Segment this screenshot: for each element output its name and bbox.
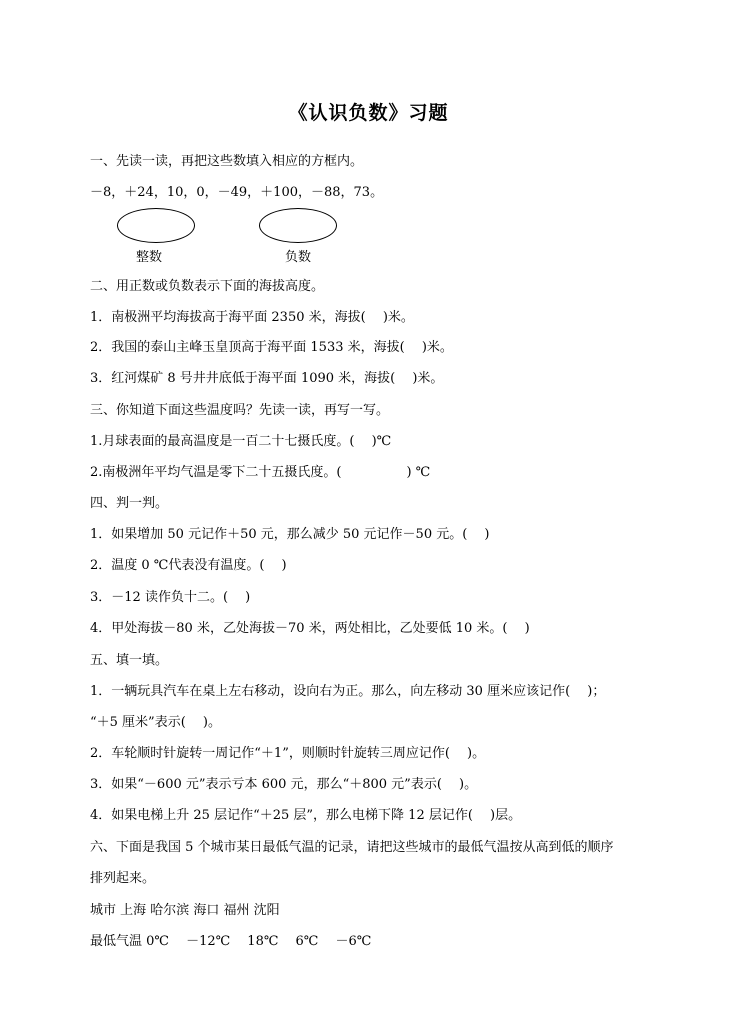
section4-heading: 四、判一判。 <box>90 496 169 511</box>
section2-q3: 3．红河煤矿 8 号井井底低于海平面 1090 米，海拔( )米。 <box>90 371 444 386</box>
section5-q2: 2．车轮顺时针旋转一周记作“＋1”，则顺时针旋转三周应记作( )。 <box>90 746 486 761</box>
section4-q3: 3．－12 读作负十二。( ) <box>90 590 251 605</box>
integer-label: 整数 <box>136 250 163 265</box>
section2-q1: 1．南极洲平均海拔高于海平面 2350 米，海拔( )米。 <box>90 310 414 325</box>
integer-oval <box>117 208 195 243</box>
section3-heading: 三、你知道下面这些温度吗？先读一读，再写一写。 <box>90 403 390 418</box>
section5-q3: 3．如果“－600 元”表示亏本 600 元，那么“＋800 元”表示( )。 <box>90 777 478 792</box>
section1-numbers: －8，＋24，10，0，－49，＋100，－88，73。 <box>90 185 384 200</box>
section6-heading-line1: 六、下面是我国 5 个城市某日最低气温的记录，请把这些城市的最低气温按从高到低的顺序 <box>90 840 614 855</box>
section6-heading-line2: 排列起来。 <box>90 871 156 886</box>
city-list: 城市 上海 哈尔滨 海口 福州 沈阳 <box>90 903 280 918</box>
section2-q2: 2．我国的泰山主峰玉皇顶高于海平面 1533 米，海拔( )米。 <box>90 340 453 355</box>
section3-q2: 2.南极洲年平均气温是零下二十五摄氏度。( ) ℃ <box>90 465 431 480</box>
page-title: 《认识负数》习题 <box>288 102 449 124</box>
section5-heading: 五、填一填。 <box>90 653 169 668</box>
section2-heading: 二、用正数或负数表示下面的海拔高度。 <box>90 279 325 294</box>
section5-q4: 4．如果电梯上升 25 层记作“＋25 层”，那么电梯下降 12 层记作( )层。 <box>90 808 522 823</box>
negative-oval <box>259 208 337 243</box>
section3-q1: 1.月球表面的最高温度是一百二十七摄氏度。( )℃ <box>90 434 392 449</box>
section5-q1b: “＋5 厘米”表示( )。 <box>90 715 221 730</box>
section4-q4: 4．甲处海拔－80 米，乙处海拔－70 米，两处相比，乙处要低 10 米。( ) <box>90 621 530 636</box>
section4-q1: 1．如果增加 50 元记作＋50 元，那么减少 50 元记作－50 元。( ) <box>90 527 490 542</box>
negative-label: 负数 <box>285 250 312 265</box>
section4-q2: 2．温度 0 ℃代表没有温度。( ) <box>90 558 287 573</box>
section1-heading: 一、先读一读，再把这些数填入相应的方框内。 <box>90 154 364 169</box>
section5-q1a: 1．一辆玩具汽车在桌上左右移动，设向右为正。那么，向左移动 30 厘米应该记作( )； <box>90 684 606 699</box>
temperature-list: 最低气温 0℃ －12℃ 18℃ 6℃ －6℃ <box>90 934 372 949</box>
